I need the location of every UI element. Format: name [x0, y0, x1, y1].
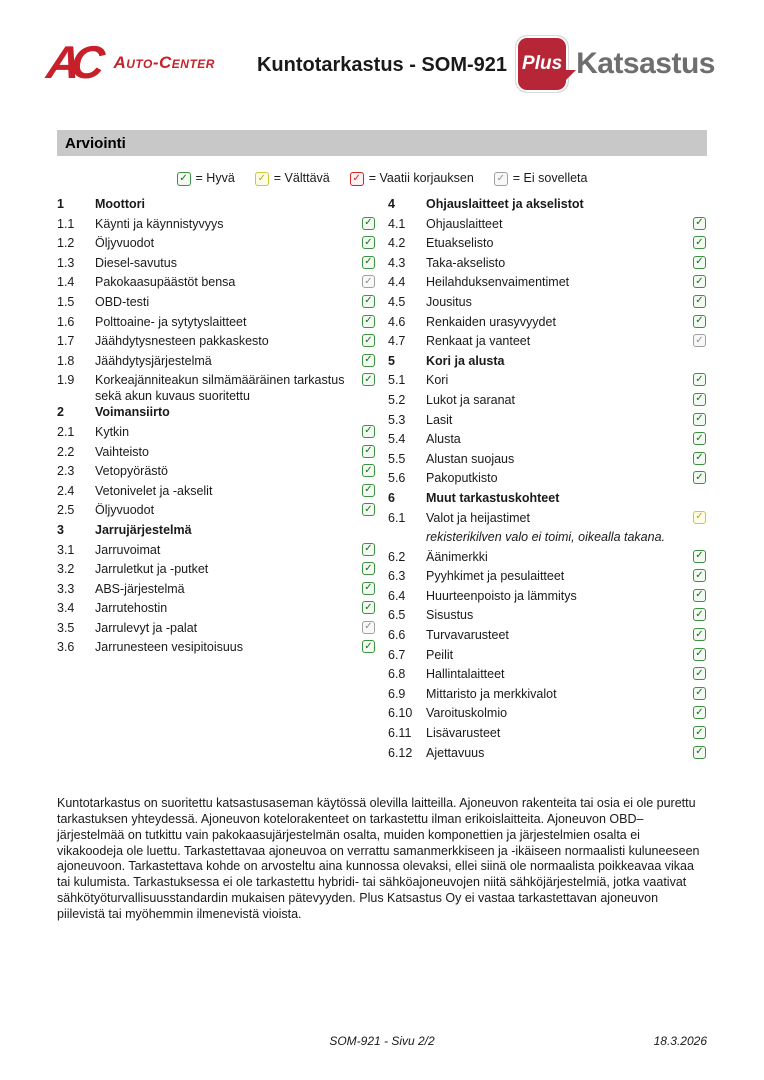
checklist-row [57, 639, 375, 659]
row-number: 3 [57, 522, 64, 537]
row-number: 5.1 [388, 373, 406, 388]
checkbox-good-icon: ✓ [693, 608, 706, 621]
auto-center-logo [44, 36, 215, 88]
checklist-row [388, 588, 706, 608]
footer-date: 18.3.2026 [653, 1034, 707, 1048]
row-label: Kori [426, 373, 449, 388]
checkbox-na-icon: ✓ [362, 275, 375, 288]
row-label: Vaihteisto [95, 444, 149, 459]
checklist-row [388, 705, 706, 725]
row-number: 1.5 [57, 294, 75, 309]
row-label: Varoituskolmio [426, 706, 508, 721]
checklist-row [388, 255, 706, 275]
checkbox-good-icon: ✓ [693, 706, 706, 719]
checklist-row [57, 424, 375, 444]
checkbox-good-icon: ✓ [693, 295, 706, 308]
row-number: 5.6 [388, 471, 406, 486]
legend-item [494, 168, 588, 188]
checklist-row [57, 216, 375, 236]
row-number: 3.1 [57, 542, 75, 557]
checkbox-good-icon: ✓ [362, 640, 375, 653]
legend-label: = Välttävä [273, 171, 330, 185]
checklist-row [57, 542, 375, 562]
checklist-left [57, 196, 375, 659]
checklist-row [57, 314, 375, 334]
row-number: 4 [388, 197, 395, 211]
row-number: 2.3 [57, 464, 75, 479]
row-number: 6 [388, 490, 395, 505]
section-title: Arviointi [65, 134, 126, 152]
section-header-arviointi [57, 130, 707, 156]
checklist-row [388, 607, 706, 627]
checkbox-good-icon: ✓ [362, 217, 375, 230]
row-label: Diesel-savutus [95, 255, 177, 270]
disclaimer-text: Kuntotarkastus on suoritettu katsastusaseman käytössä olevilla laitteilla. Ajoneuvon rakenteita tai osia ei ole purettu tarkastuksen yhteydessä. Ajoneuvon kotelorakenteet on tarkastettu ilman erikoislaitteita. Ajoneuvon OBD–järjestelmää on tutkittu vain pakokaasujärjestelmän osalta, muiden komponettien ja järjestelmien osalta ei vikakoodeja ole luettu. Tarkastettavaa ajoneuvoa on verrattu samanmerkkiseen ja -ikäiseen normaalisti kuluneeseen ajoneuvoon. Tarkastettava kohde on arvosteltu aina kunnossa olevaksi, ellei siinä ole normaalista poikkeavaa vikaa tai kulumista. Tarkastuksessa ei ole tarkastettu hybridi- tai sähköajoneuvojen niitä sähköjärjestelmiä, jotka vaativat sähkötyöturvallisuusstandardin mukaisen pätevyyden. Plus Katsastus Oy ei vastaa tarkastettavan ajoneuvon piilevistä tai myöhemmin ilmenevistä vioista. [57, 796, 700, 921]
row-label: Vetopyörästö [95, 464, 168, 479]
row-number: 4.2 [388, 236, 406, 251]
checklist-row [388, 549, 706, 569]
row-label: Renkaiden urasyvyydet [426, 314, 556, 329]
checklist-row [57, 196, 375, 216]
row-number: 3.6 [57, 640, 75, 655]
checklist [57, 196, 707, 764]
row-label: Ajettavuus [426, 745, 485, 760]
checklist-row [388, 725, 706, 745]
checkbox-good-icon: ✓ [693, 236, 706, 249]
legend-item [350, 168, 474, 188]
row-number: 6.10 [388, 706, 413, 721]
row-label: Jarrunesteen vesipitoisuus [95, 640, 243, 655]
row-number: 3.2 [57, 562, 75, 577]
checkbox-fair-icon: ✓ [255, 172, 269, 186]
row-label: Voimansiirto [95, 405, 170, 420]
checkbox-good-icon: ✓ [362, 334, 375, 347]
checkbox-good-icon: ✓ [693, 569, 706, 582]
checkbox-good-icon: ✓ [177, 172, 191, 186]
legend [57, 168, 707, 188]
checklist-row [57, 294, 375, 314]
row-number: 3.4 [57, 601, 75, 616]
row-label: Pyyhkimet ja pesulaitteet [426, 569, 565, 584]
row-number: 4.6 [388, 314, 406, 329]
row-number: 2.2 [57, 444, 75, 459]
row-label: Etuakselisto [426, 236, 494, 251]
checkbox-good-icon: ✓ [362, 425, 375, 438]
checkbox-good-icon: ✓ [693, 275, 706, 288]
row-label: Lisävarusteet [426, 726, 501, 741]
row-label: Lasit [426, 412, 453, 427]
checklist-row [57, 255, 375, 275]
row-number: 6.11 [388, 726, 412, 741]
checklist-row [388, 470, 706, 490]
checkbox-good-icon: ✓ [362, 295, 375, 308]
row-number: 4.7 [388, 334, 406, 349]
plus-katsastus-logo [516, 36, 715, 92]
row-number: 3.3 [57, 581, 75, 596]
footer-page-info: SOM-921 - Sivu 2/2 [329, 1034, 435, 1048]
row-label: Käynti ja käynnistyvyys [95, 216, 224, 231]
row-number: 4.4 [388, 275, 406, 290]
checkbox-good-icon: ✓ [693, 217, 706, 230]
row-number: 3.5 [57, 620, 75, 635]
checklist-row [388, 490, 706, 510]
footer [57, 1034, 707, 1052]
row-label: Hallintalaitteet [426, 667, 505, 682]
checklist-row [388, 333, 706, 353]
legend-label: = Vaatii korjauksen [368, 171, 474, 185]
plus-badge-icon [516, 36, 568, 92]
row-label: Pakokaasupäästöt bensa [95, 275, 236, 290]
row-label: Peilit [426, 647, 454, 662]
row-label: Alustan suojaus [426, 451, 515, 466]
checkbox-good-icon: ✓ [693, 432, 706, 445]
row-label: Sisustus [426, 608, 474, 623]
checklist-row [57, 561, 375, 581]
checklist-note-row [388, 529, 706, 549]
row-number: 2.4 [57, 483, 75, 498]
row-label: Äänimerkki [426, 549, 488, 564]
checklist-row [388, 314, 706, 334]
row-number: 1.1 [57, 216, 75, 231]
row-label: Ohjauslaitteet [426, 216, 503, 231]
row-number: 1.7 [57, 334, 75, 349]
checklist-row [57, 522, 375, 542]
checkbox-good-icon: ✓ [693, 687, 706, 700]
checklist-row [388, 627, 706, 647]
checklist-row [57, 235, 375, 255]
ac-logo-mark: AC [44, 36, 99, 88]
checkbox-good-icon: ✓ [362, 543, 375, 556]
checklist-row [388, 666, 706, 686]
checkbox-na-icon: ✓ [362, 621, 375, 634]
row-label: Alusta [426, 432, 461, 447]
legend-label: = Ei sovelleta [512, 171, 588, 185]
row-number: 1 [57, 197, 64, 211]
row-number: 6.6 [388, 628, 406, 643]
row-number: 6.2 [388, 549, 406, 564]
row-number: 1.8 [57, 353, 75, 368]
row-label: Taka-akselisto [426, 255, 506, 270]
row-number: 6.1 [388, 510, 406, 525]
checklist-row [388, 745, 706, 765]
checkbox-good-icon: ✓ [693, 550, 706, 563]
page-title: Kuntotarkastus - SOM-921 [256, 54, 508, 76]
row-label: Kytkin [95, 424, 130, 439]
checkbox-good-icon: ✓ [693, 452, 706, 465]
row-label: Kori ja alusta [426, 353, 505, 368]
checkbox-good-icon: ✓ [362, 464, 375, 477]
checkbox-good-icon: ✓ [362, 373, 375, 386]
row-label: ABS-järjestelmä [95, 581, 185, 596]
note-text: rekisterikilven valo ei toimi, oikealla takana. [426, 530, 665, 545]
row-label: Jarrulevyt ja -palat [95, 620, 198, 635]
row-number: 2.5 [57, 503, 75, 518]
checklist-row [57, 444, 375, 464]
row-label: Ohjauslaitteet ja akselistot [426, 197, 584, 211]
row-label: Polttoaine- ja sytytyslaitteet [95, 314, 247, 329]
row-number: 5.3 [388, 412, 406, 427]
checklist-row [388, 294, 706, 314]
checkbox-good-icon: ✓ [362, 601, 375, 614]
checkbox-good-icon: ✓ [693, 471, 706, 484]
plus-badge-text: Plus [522, 53, 563, 74]
checklist-row [388, 568, 706, 588]
row-label: Muut tarkastuskohteet [426, 490, 560, 505]
row-label: Renkaat ja vanteet [426, 334, 531, 349]
checkbox-good-icon: ✓ [362, 315, 375, 328]
checklist-row [388, 647, 706, 667]
row-number: 1.4 [57, 275, 75, 290]
checklist-row [57, 353, 375, 373]
checklist-row [388, 353, 706, 373]
checkbox-good-icon: ✓ [362, 236, 375, 249]
row-label: Lukot ja saranat [426, 392, 515, 407]
checklist-row [57, 600, 375, 620]
checkbox-good-icon: ✓ [362, 256, 375, 269]
row-number: 6.9 [388, 686, 406, 701]
katsastus-logo-text: Katsastus [576, 47, 715, 80]
checklist-row [57, 581, 375, 601]
row-number: 1.2 [57, 236, 75, 251]
row-number: 6.5 [388, 608, 406, 623]
ac-logo-name: Auto-Center [113, 52, 215, 72]
checklist-row [57, 502, 375, 522]
checklist-row [388, 431, 706, 451]
checkbox-good-icon: ✓ [362, 354, 375, 367]
legend-label: = Hyvä [195, 171, 235, 185]
row-number: 6.7 [388, 647, 406, 662]
row-number: 2 [57, 405, 64, 420]
checkbox-na-icon: ✓ [693, 334, 706, 347]
row-number: 6.8 [388, 667, 406, 682]
row-label: Huurteenpoisto ja lämmitys [426, 588, 577, 603]
row-label: Mittaristo ja merkkivalot [426, 686, 557, 701]
row-label: Öljyvuodot [95, 236, 155, 251]
checkbox-repair-icon: ✓ [350, 172, 364, 186]
legend-item [255, 168, 330, 188]
row-label: Jäähdytysnesteen pakkaskesto [95, 334, 269, 349]
checklist-row [57, 372, 375, 404]
row-label: Korkeajänniteakun silmämääräinen tarkastus sekä akun kuvaus suoritettu [95, 373, 345, 404]
row-label: Jarrujärjestelmä [95, 522, 192, 537]
row-label: Valot ja heijastimet [426, 510, 530, 525]
row-number: 1.3 [57, 255, 75, 270]
speech-bubble-tail [564, 70, 576, 82]
checkbox-good-icon: ✓ [693, 413, 706, 426]
row-label: Jarruvoimat [95, 542, 161, 557]
row-number: 5.4 [388, 432, 406, 447]
checkbox-good-icon: ✓ [693, 667, 706, 680]
checklist-row [388, 274, 706, 294]
row-label: Vetonivelet ja -akselit [95, 483, 213, 498]
checklist-row [57, 333, 375, 353]
checkbox-good-icon: ✓ [693, 373, 706, 386]
checklist-row [388, 451, 706, 471]
row-number: 6.12 [388, 745, 413, 760]
row-number: 2.1 [57, 424, 75, 439]
row-number: 4.5 [388, 294, 406, 309]
row-label: Jarruletkut ja -putket [95, 562, 209, 577]
row-label: Öljyvuodot [95, 503, 155, 518]
row-number: 4.3 [388, 255, 406, 270]
checkbox-good-icon: ✓ [693, 393, 706, 406]
row-number: 4.1 [388, 216, 406, 231]
checkbox-na-icon: ✓ [494, 172, 508, 186]
row-label: Turvavarusteet [426, 628, 509, 643]
row-label: Jousitus [426, 294, 472, 309]
checkbox-good-icon: ✓ [693, 746, 706, 759]
checklist-row [57, 483, 375, 503]
legend-item [177, 168, 235, 188]
row-number: 5 [388, 353, 395, 368]
row-label: Jarrutehostin [95, 601, 168, 616]
checkbox-good-icon: ✓ [693, 256, 706, 269]
checklist-row [388, 412, 706, 432]
checklist-row [57, 620, 375, 640]
checkbox-good-icon: ✓ [362, 484, 375, 497]
row-number: 6.3 [388, 569, 406, 584]
checklist-row [388, 196, 706, 216]
checkbox-good-icon: ✓ [362, 582, 375, 595]
row-number: 1.9 [57, 373, 75, 388]
checklist-row [57, 404, 375, 424]
checklist-row [388, 372, 706, 392]
checkbox-good-icon: ✓ [693, 648, 706, 661]
checkbox-good-icon: ✓ [693, 628, 706, 641]
checkbox-good-icon: ✓ [693, 589, 706, 602]
checklist-row [388, 235, 706, 255]
header [44, 36, 715, 108]
row-number: 5.5 [388, 451, 406, 466]
checklist-right [388, 196, 706, 764]
row-label: Heilahduksenvaimentimet [426, 275, 570, 290]
checklist-row [388, 510, 706, 530]
checklist-row [57, 463, 375, 483]
checklist-row [57, 274, 375, 294]
row-label: OBD-testi [95, 294, 150, 309]
checklist-row [388, 216, 706, 236]
checkbox-good-icon: ✓ [362, 445, 375, 458]
row-label: Moottori [95, 197, 145, 211]
row-number: 1.6 [57, 314, 75, 329]
row-label: Pakoputkisto [426, 471, 498, 486]
row-number: 6.4 [388, 588, 406, 603]
checkbox-fair-icon: ✓ [693, 511, 706, 524]
checkbox-good-icon: ✓ [693, 726, 706, 739]
checkbox-good-icon: ✓ [362, 503, 375, 516]
row-number: 5.2 [388, 392, 406, 407]
row-label: Jäähdytysjärjestelmä [95, 353, 212, 368]
checkbox-good-icon: ✓ [362, 562, 375, 575]
checklist-row [388, 392, 706, 412]
checklist-row [388, 686, 706, 706]
checkbox-good-icon: ✓ [693, 315, 706, 328]
